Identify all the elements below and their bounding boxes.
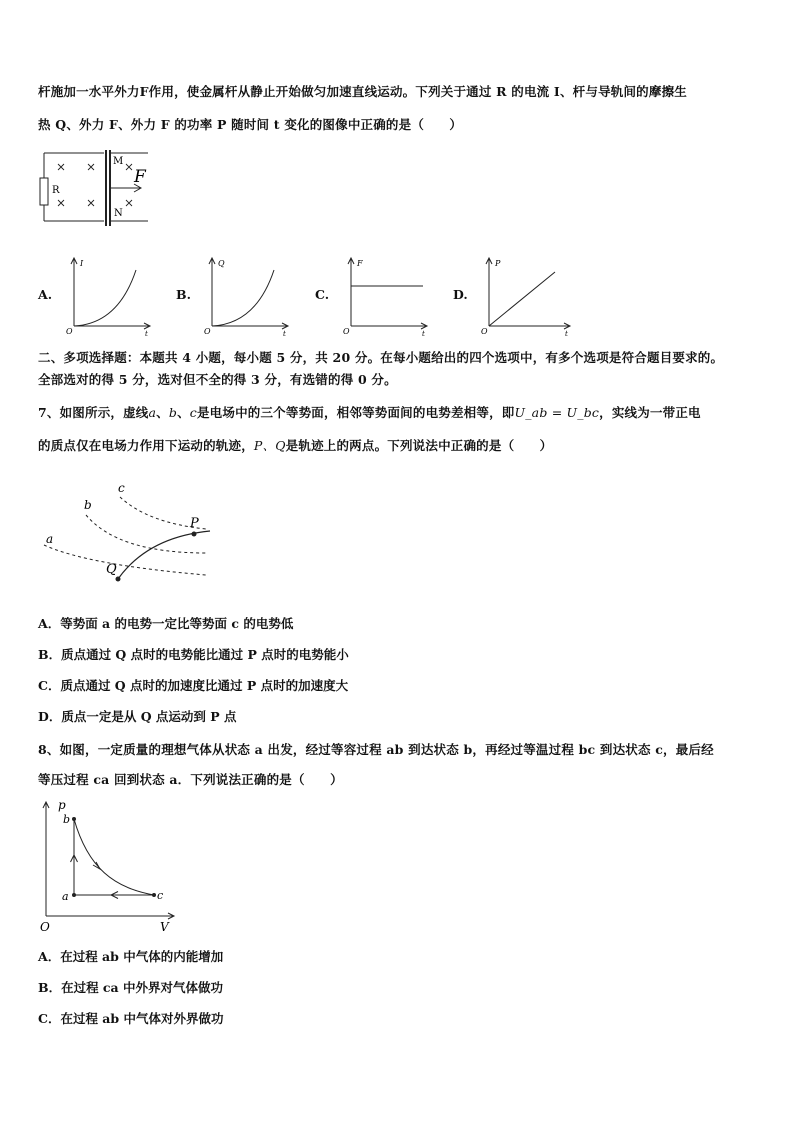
r-label: R [52,185,60,196]
svg-text:Q: Q [106,562,117,577]
svg-text:O: O [40,920,50,933]
m-label: M [113,156,124,167]
svg-text:a: a [62,890,69,903]
svg-text:t: t [283,330,286,336]
svg-text:t: t [422,330,425,336]
q6-option-a-letter[interactable]: A. [38,287,53,302]
q6-line1: 杆施加一水平外力F作用，使金属杆从静止开始做匀加速直线运动。下列关于通过 R 的电流 I、杆与导轨间的摩擦生 [38,84,687,99]
svg-text:t: t [565,330,568,336]
q8-option-b[interactable]: B．在过程 ca 中外界对气体做功 [38,980,223,995]
q6-option-b-letter[interactable]: B. [176,287,191,302]
q7-line2: 的质点仅在电场力作用下运动的轨迹，P、Q是轨迹上的两点。下列说法中正确的是（ ） [38,438,553,453]
q6-graph-c [337,254,432,336]
q7-option-b[interactable]: B．质点通过 Q 点时的电势能比通过 P 点时的电势能小 [38,647,349,662]
linear-line [489,272,555,326]
q7-option-c[interactable]: C．质点通过 Q 点时的加速度比通过 P 点时的加速度大 [38,678,349,693]
q6-option-d-letter[interactable]: D. [453,287,468,302]
process-bc [74,819,154,895]
trajectory [118,531,210,579]
circuit-figure [38,148,158,230]
svg-text:F: F [357,259,363,268]
svg-text:P: P [495,259,501,268]
section2-line2: 全部选对的得 5 分，选对但不全的得 3 分，有选错的得 0 分。 [38,372,397,387]
q7-option-a[interactable]: A．等势面 a 的电势一定比等势面 c 的电势低 [38,616,294,631]
q6-graph-a [60,254,155,336]
q7-equation: U_ab = U_bc [514,405,600,420]
svg-text:P: P [190,516,199,531]
q6-graph-b [198,254,293,336]
point-q [116,577,121,582]
q8-line2: 等压过程 ca 回到状态 a．下列说法正确的是（ ） [38,772,343,787]
equipotential-figure [38,475,218,590]
q7-option-d[interactable]: D．质点一定是从 Q 点运动到 P 点 [38,709,237,724]
curve [212,270,274,326]
q8-option-a[interactable]: A．在过程 ab 中气体的内能增加 [38,949,224,964]
section2-line1: 二、多项选择题：本题共 4 小题，每小题 5 分，共 20 分。在每小题给出的四个选项中，有多个选项是符合题目要求的。 [38,350,724,365]
q8-line1: 8、如图，一定质量的理想气体从状态 a 出发，经过等容过程 ab 到达状态 b，再经过等温过程 bc 到达状态 c，最后经 [38,742,714,757]
svg-text:t: t [145,330,148,336]
svg-text:O: O [343,327,350,336]
svg-text:b: b [84,498,92,512]
svg-text:a: a [46,532,54,546]
svg-text:c: c [157,889,164,902]
svg-text:O: O [66,327,73,336]
q6-line2: 热 Q、外力 F、外力 F 的功率 P 随时间 t 变化的图像中正确的是（ ） [38,117,463,132]
q6-graph-d [475,254,575,336]
svg-text:c: c [118,481,125,495]
q8-option-c[interactable]: C．在过程 ab 中气体对外界做功 [38,1011,224,1026]
svg-text:O: O [481,327,488,336]
svg-text:b: b [63,813,71,826]
q7-line1: 7、如图所示，虚线a、b、c是电场中的三个等势面，相邻等势面间的电势差相等，即U_ab = U_bc，实线为一带正电 [38,405,701,420]
resistor [40,178,48,205]
pv-diagram [36,798,181,933]
n-label: N [114,208,123,219]
svg-text:I: I [80,259,84,268]
svg-text:V: V [160,920,169,933]
curve [74,270,136,326]
svg-text:p: p [58,798,66,812]
q6-option-c-letter[interactable]: C. [315,287,330,302]
svg-text:O: O [204,327,211,336]
force-label: F [134,167,146,187]
svg-text:Q: Q [218,259,225,268]
point-p [192,532,197,537]
